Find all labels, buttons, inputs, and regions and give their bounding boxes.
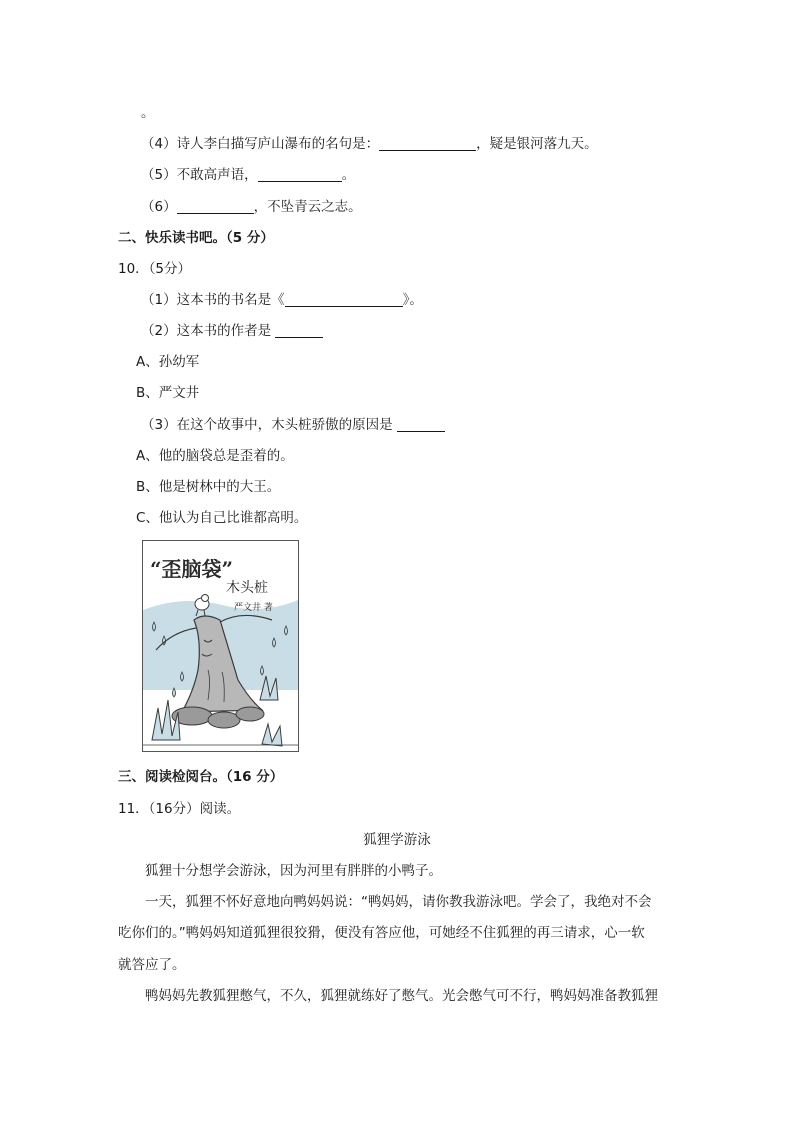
q9-item-4 [141, 135, 598, 153]
story-paragraph-2-line-2: 吃你们的。”鸭妈妈知道狐狸很狡猾，便没有答应他，可她经不住狐狸的再三请求，心一软 [118, 925, 645, 941]
trailing-period: 。 [141, 105, 155, 121]
q10-sub-3-blank[interactable] [397, 417, 445, 432]
book-cover-image [142, 540, 299, 752]
q9-item-5 [141, 166, 355, 184]
q10-number: 10．（5分） [118, 261, 192, 277]
q10-sub-1 [141, 291, 423, 309]
q10-sub-3-option-b: B、他是树林中的大王。 [136, 479, 281, 495]
q10-sub-1-suffix: 》。 [402, 292, 423, 308]
q9-item-5-blank[interactable] [258, 167, 342, 182]
q9-item-6 [141, 198, 362, 216]
story-paragraph-3: 鸭妈妈先教狐狸憋气，不久，狐狸就练好了憋气。光会憋气可不行，鸭妈妈准备教狐狸 [145, 988, 658, 1004]
story-paragraph-2-line-1: 一天，狐狸不怀好意地向鸭妈妈说：“鸭妈妈，请你教我游泳吧。学会了，我绝对不会 [145, 894, 652, 910]
cover-author: 严文井 著 [234, 603, 273, 613]
cover-title-line-1: “歪脑袋” [150, 557, 234, 581]
q10-sub-3-option-a: A、他的脑袋总是歪着的。 [136, 448, 294, 464]
q11-number: 11．（16分）阅读。 [118, 801, 241, 817]
q9-item-6-prefix: （6） [141, 199, 177, 215]
q10-sub-3 [141, 416, 445, 434]
q10-sub-2-option-a: A、孙幼军 [136, 354, 200, 370]
q9-item-5-suffix: 。 [341, 167, 356, 183]
q9-item-6-suffix: ，不坠青云之志。 [253, 199, 362, 215]
q10-sub-1-blank[interactable] [285, 292, 403, 307]
q10-sub-3-option-c: C、他认为自己比谁都高明。 [136, 510, 308, 526]
section-2-heading: 二、快乐读书吧。（5 分） [118, 230, 274, 246]
q9-item-4-suffix: ，疑是银河落九天。 [476, 136, 598, 152]
story-title: 狐狸学游泳 [363, 832, 431, 848]
story-paragraph-1: 狐狸十分想学会游泳，因为河里有胖胖的小鸭子。 [145, 863, 442, 879]
q10-sub-2-blank[interactable] [275, 323, 323, 338]
q10-sub-2-option-b: B、严文井 [136, 385, 200, 401]
q10-sub-1-prefix: （1）这本书的书名是《 [141, 292, 285, 308]
story-paragraph-2-line-3: 就答应了。 [118, 957, 186, 973]
q9-item-4-blank[interactable] [379, 136, 476, 151]
q10-sub-2 [141, 322, 323, 340]
q9-item-6-blank[interactable] [177, 199, 254, 214]
q9-item-5-prefix: （5）不敢高声语， [141, 167, 258, 183]
q10-sub-2-text: （2）这本书的作者是 [141, 323, 276, 339]
q9-item-4-prefix: （4）诗人李白描写庐山瀑布的名句是： [141, 136, 380, 152]
cover-title-line-2: 木头桩 [226, 580, 268, 596]
book-cover-illustration [142, 540, 299, 752]
section-3-heading: 三、阅读检阅台。（16 分） [118, 769, 284, 785]
q10-sub-3-text: （3）在这个故事中，木头桩骄傲的原因是 [141, 417, 397, 433]
